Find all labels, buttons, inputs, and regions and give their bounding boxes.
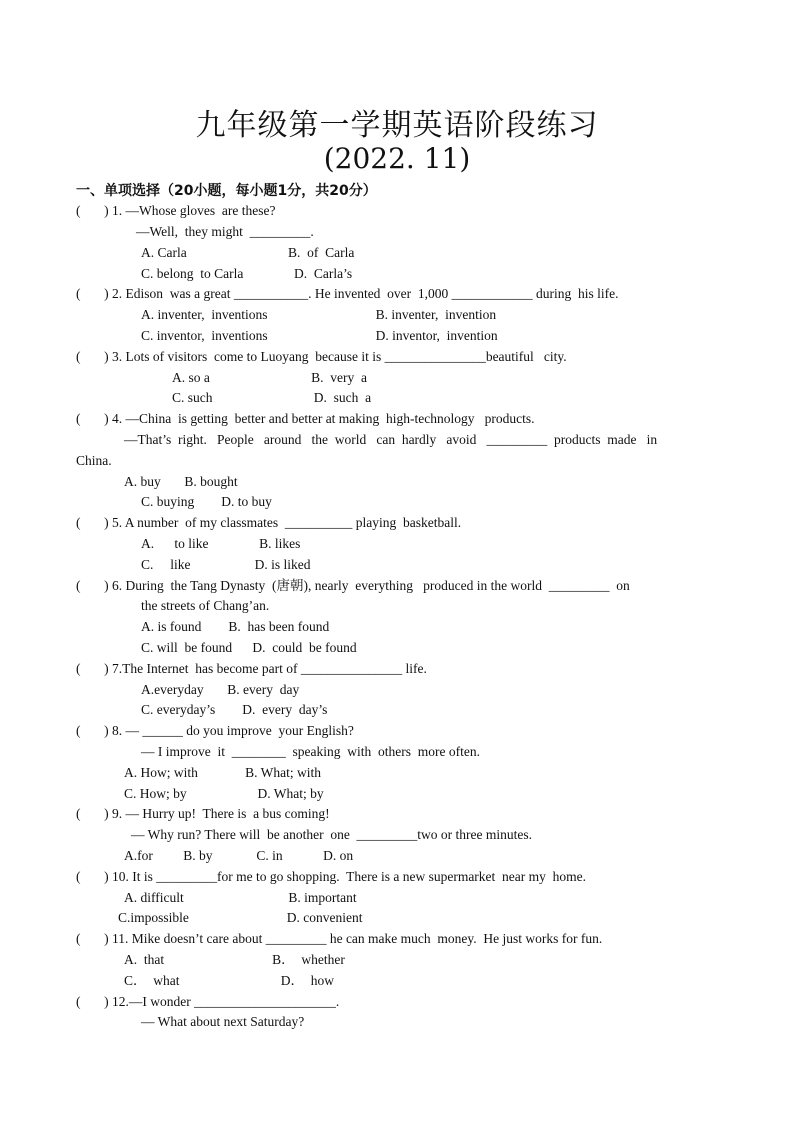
option-line: A.everyday B. every day xyxy=(141,682,300,697)
question-line: ( ) 3. Lots of visitors come to Luoyang because it is _______________beautiful city. xyxy=(76,349,567,364)
option-line: A. difficult B. important xyxy=(124,890,357,905)
question-line: — What about next Saturday? xyxy=(141,1014,305,1029)
option-line: A. Carla B. of Carla xyxy=(141,245,355,260)
option-line: A.for B. by C. in D. on xyxy=(124,848,354,863)
question-line: China. xyxy=(76,453,112,468)
option-line: C. inventor, inventions D. inventor, invention xyxy=(141,328,498,343)
question-line: ( ) 9. — Hurry up! There is a bus coming! xyxy=(76,806,330,821)
option-line: C. like D. is liked xyxy=(141,557,311,572)
section-heading: 一、单项选择（20小题，每小题1分，共20分） xyxy=(76,183,377,199)
question-line: ( ) 5. A number of my classmates __________ playing basketball. xyxy=(76,515,462,530)
question-line: —Well, they might _________. xyxy=(136,224,314,239)
option-line: A. so a B. very a xyxy=(172,370,367,385)
option-line: C. belong to Carla D. Carla’s xyxy=(141,266,353,281)
option-line: C． what D． how xyxy=(124,973,334,988)
question-line: ( ) 1. —Whose gloves are these? xyxy=(76,203,276,218)
option-line: C. buying D. to buy xyxy=(141,494,272,509)
question-line: ( ) 2. Edison was a great ___________. He invented over 1,000 ____________ during his life. xyxy=(76,286,619,301)
question-line: —That’s right. People around the world can hardly avoid _________ products made in xyxy=(124,432,658,447)
question-line: — I improve it ________ speaking with others more often. xyxy=(141,744,480,759)
question-line: ( ) 6. During the Tang Dynasty (唐朝), nearly everything produced in the world _________ on xyxy=(76,578,630,593)
option-line: A. buy B. bought xyxy=(124,474,238,489)
question-line: ( ) 4. —China is getting better and better at making high-technology products. xyxy=(76,411,535,426)
page-title: 九年级第一学期英语阶段练习 xyxy=(195,108,599,143)
question-line: — Why run? There will be another one _________two or three minutes. xyxy=(131,827,533,842)
option-line: C.impossible D. convenient xyxy=(118,910,363,925)
option-line: C. such D. such a xyxy=(172,390,372,405)
question-line: the streets of Chang’an. xyxy=(141,598,270,613)
option-line: A. How; with B. What; with xyxy=(124,765,321,780)
option-line: A. to like B. likes xyxy=(141,536,301,551)
option-line: A. is found B. has been found xyxy=(141,619,330,634)
question-line: ( ) 12.—I wonder _____________________. xyxy=(76,994,340,1009)
question-line: ( ) 10. It is _________for me to go shopping. There is a new supermarket near my home. xyxy=(76,869,587,884)
option-line: C. everyday’s D. every day’s xyxy=(141,702,328,717)
question-line: ( ) 7.The Internet has become part of _______________ life. xyxy=(76,661,427,676)
option-line: C. How; by D. What; by xyxy=(124,786,324,801)
question-line: ( ) 8. — ______ do you improve your English? xyxy=(76,723,354,738)
option-line: C. will be found D. could be found xyxy=(141,640,357,655)
option-line: A. inventer, inventions B. inventer, invention xyxy=(141,307,497,322)
question-line: ( ) 11. Mike doesn’t care about _________ he can make much money. He just works for fun. xyxy=(76,931,603,946)
page-date: (2022. 11) xyxy=(323,142,471,175)
option-line: A. that B． whether xyxy=(124,952,345,967)
